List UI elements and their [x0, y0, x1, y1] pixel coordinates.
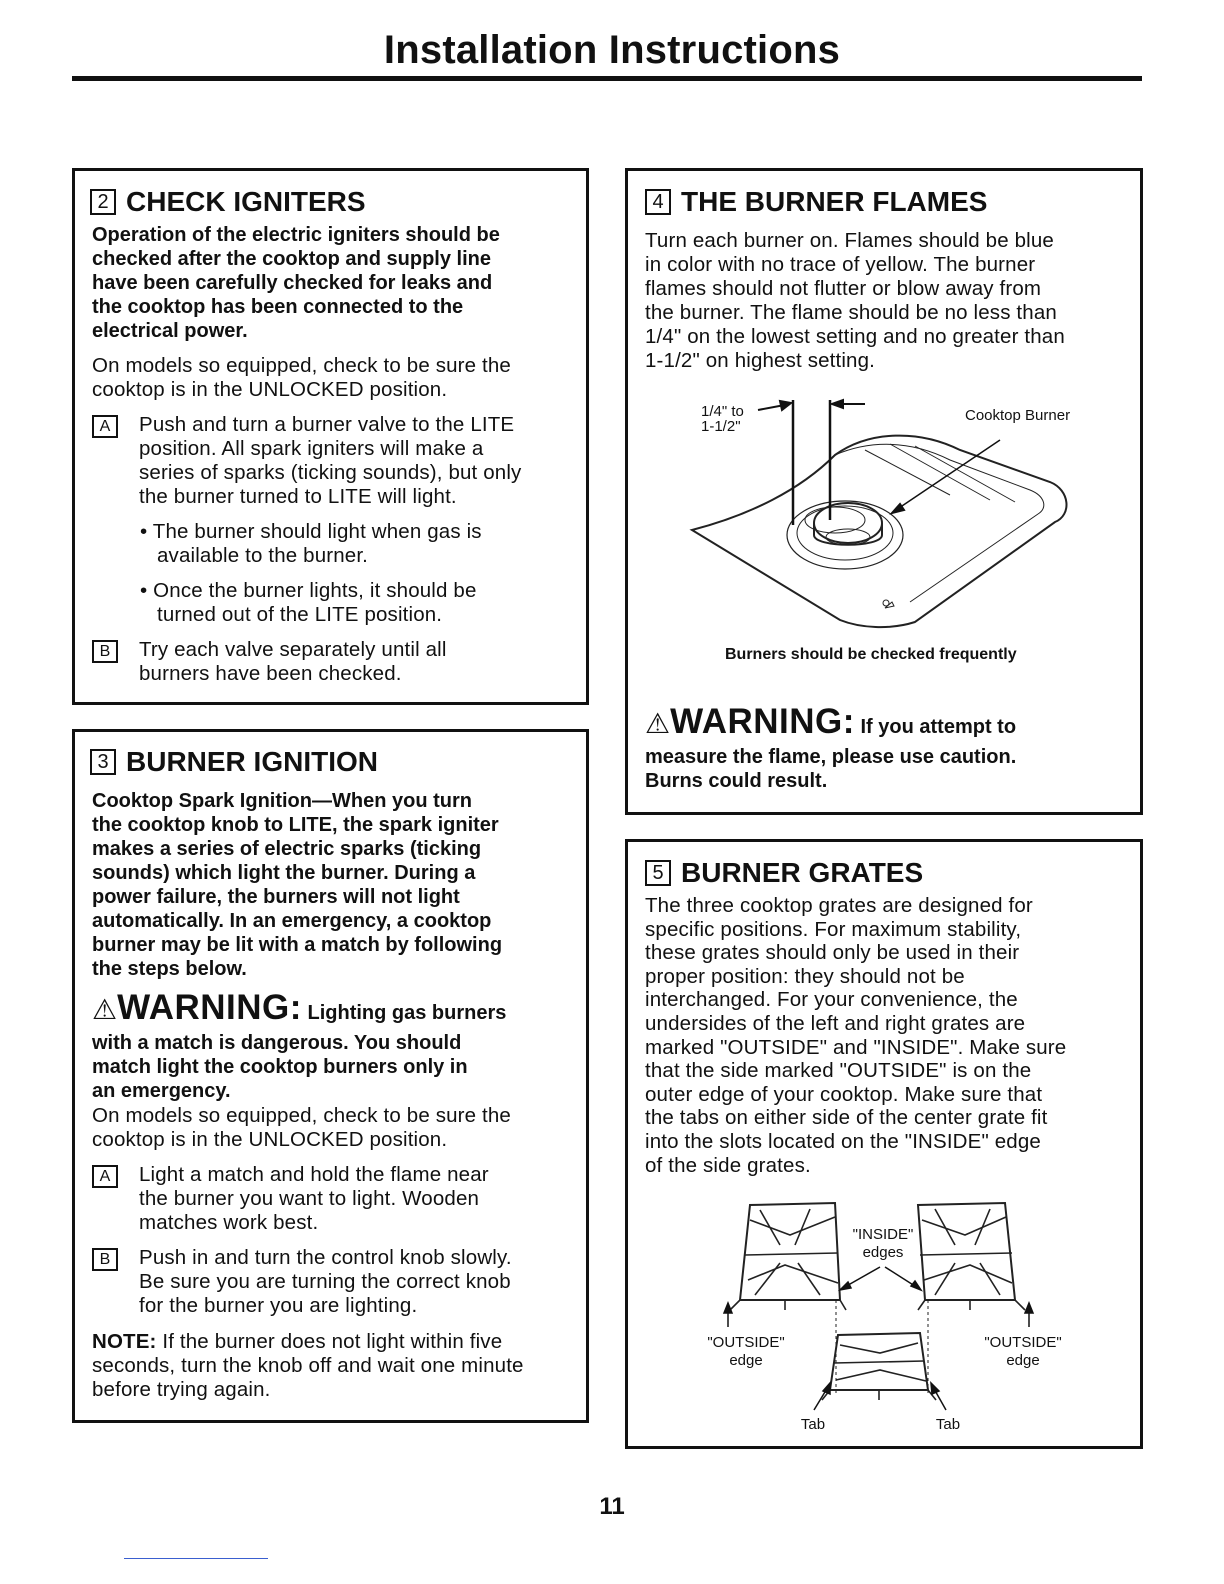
- text-line: The three cooktop grates are designed for: [645, 894, 1033, 917]
- footer-divider: [124, 1558, 268, 1559]
- text-line: 1/4" to: [701, 403, 744, 420]
- warning-icon: ⚠: [645, 708, 671, 739]
- outside-edge-left-label: [696, 1334, 796, 1370]
- text-line: "OUTSIDE": [984, 1334, 1062, 1351]
- tab-right-label: Tab: [935, 1416, 961, 1433]
- check-igniters-intro: [92, 354, 511, 402]
- text-line: Turn each burner on. Flames should be blue: [645, 229, 1054, 252]
- text-line: these grates should only be used in their: [645, 941, 1020, 965]
- text-line: position. All spark igniters will make a: [139, 437, 484, 460]
- burner-ignition-bold-text: [92, 789, 502, 981]
- text-line: the tabs on either side of the center grate fit: [645, 1106, 1048, 1130]
- text-line: burner may be lit with a match by following: [92, 934, 503, 956]
- burner-ignition-note: [92, 1330, 524, 1402]
- text-line: have been carefully checked for leaks and: [92, 272, 493, 294]
- bullet-item: [140, 579, 477, 627]
- text-line: sounds) which light the burner. During a: [92, 862, 476, 884]
- text-line: match light the cooktop burners only in: [92, 1056, 468, 1078]
- text-line: cooktop is in the UNLOCKED position.: [92, 1128, 448, 1151]
- bullet-item: [140, 520, 482, 568]
- burner-flames-caption: Burners should be checked frequently: [725, 646, 1017, 663]
- burner-grates-heading: [645, 857, 923, 889]
- burner-ignition-title: BURNER IGNITION: [126, 746, 378, 777]
- burner-ignition-heading: [90, 746, 378, 778]
- text-line: of the side grates.: [645, 1153, 811, 1177]
- text-line: outer edge of your cooktop. Make sure that: [645, 1082, 1043, 1106]
- text-line: burners have been checked.: [139, 662, 402, 685]
- tab-left-label: Tab: [800, 1416, 826, 1433]
- check-igniters-heading: [90, 186, 366, 218]
- step-b-marker: B: [92, 640, 118, 663]
- note-first-line: If the burner does not light within five: [156, 1330, 503, 1353]
- warning-first-line: If you attempt to: [860, 716, 1017, 738]
- text-line: "OUTSIDE": [707, 1334, 785, 1351]
- text-line: measure the flame, please use caution.: [645, 746, 1017, 768]
- burner-flames-text: [645, 229, 1065, 373]
- section-number-3: 3: [90, 749, 116, 775]
- step-b-marker: B: [92, 1248, 118, 1271]
- text-line: automatically. In an emergency, a cooktop: [92, 910, 492, 932]
- burner-grates-title: BURNER GRATES: [681, 857, 924, 888]
- text-line: the cooktop knob to LITE, the spark igniter: [92, 814, 499, 836]
- text-line: 1/4" on the lowest setting and no greater than: [645, 325, 1065, 348]
- text-line: cooktop is in the UNLOCKED position.: [92, 378, 448, 401]
- text-line: • Once the burner lights, it should be: [140, 579, 477, 602]
- text-line: available to the burner.: [157, 544, 369, 567]
- note-label: NOTE:: [92, 1330, 157, 1353]
- text-line: Cooktop Spark Ignition—When you turn: [92, 790, 472, 812]
- text-line: edge: [1006, 1352, 1040, 1369]
- warning-icon: ⚠: [92, 994, 118, 1025]
- check-igniters-step-a: [139, 413, 521, 509]
- text-line: Operation of the electric igniters should be: [92, 224, 500, 246]
- text-line: seconds, turn the knob off and wait one minute: [92, 1354, 524, 1377]
- text-line: matches work best.: [139, 1211, 319, 1234]
- text-line: flames should not flutter or blow away from: [645, 277, 1042, 300]
- inside-edges-label: [838, 1226, 928, 1262]
- text-line: On models so equipped, check to be sure the: [92, 354, 511, 377]
- warning-first-line: Lighting gas burners: [307, 1002, 507, 1024]
- text-line: the burner you want to light. Wooden: [139, 1187, 480, 1210]
- text-line: with a match is dangerous. You should: [92, 1032, 462, 1054]
- section-number-4: 4: [645, 189, 671, 215]
- text-line: edge: [729, 1352, 763, 1369]
- text-line: Light a match and hold the flame near: [139, 1163, 489, 1186]
- text-line: Try each valve separately until all: [139, 638, 447, 661]
- flame-size-label: [701, 404, 744, 434]
- check-igniters-bold-text: [92, 223, 500, 343]
- burner-ignition-step-b: [139, 1246, 512, 1318]
- text-line: Be sure you are turning the correct knob: [139, 1270, 511, 1293]
- text-line: the steps below.: [92, 958, 247, 980]
- burner-ignition-step-a: [139, 1163, 489, 1235]
- text-line: 1-1/2" on highest setting.: [645, 349, 875, 372]
- text-line: an emergency.: [92, 1080, 231, 1102]
- text-line: Burns could result.: [645, 770, 828, 792]
- outside-edge-right-label: [973, 1334, 1073, 1370]
- page-number: 11: [599, 1493, 625, 1520]
- text-line: 1-1/2": [701, 418, 741, 435]
- text-line: the burner. The flame should be no less than: [645, 301, 1057, 324]
- text-line: makes a series of electric sparks (ticking: [92, 838, 482, 860]
- text-line: that the side marked "OUTSIDE" is on the: [645, 1059, 1032, 1083]
- text-line: series of sparks (ticking sounds), but only: [139, 461, 522, 484]
- text-line: proper position: they should not be: [645, 964, 965, 988]
- text-line: On models so equipped, check to be sure the: [92, 1104, 511, 1127]
- check-igniters-step-b: [139, 638, 447, 686]
- text-line: the cooktop has been connected to the: [92, 296, 464, 318]
- text-line: specific positions. For maximum stability,: [645, 917, 1022, 941]
- text-line: Push and turn a burner valve to the LITE: [139, 413, 515, 436]
- text-line: marked "OUTSIDE" and "INSIDE". Make sure: [645, 1035, 1067, 1059]
- burner-ignition-intro: [92, 1104, 511, 1152]
- warning-word: WARNING:: [670, 702, 855, 741]
- step-a-marker: A: [92, 1165, 118, 1188]
- burner-grates-text: [645, 894, 1066, 1177]
- burner-ignition-warning: [92, 990, 506, 1103]
- burner-flames-heading: [645, 186, 987, 218]
- burner-flames-warning: [645, 704, 1016, 793]
- section-number-5: 5: [645, 860, 671, 886]
- text-line: the burner turned to LITE will light.: [139, 485, 457, 508]
- text-line: power failure, the burners will not light: [92, 886, 460, 908]
- text-line: turned out of the LITE position.: [157, 603, 443, 626]
- cooktop-burner-label: Cooktop Burner: [965, 407, 1071, 424]
- text-line: interchanged. For your convenience, the: [645, 988, 1018, 1012]
- text-line: "INSIDE": [852, 1226, 914, 1243]
- text-line: Push in and turn the control knob slowly.: [139, 1246, 512, 1269]
- text-line: electrical power.: [92, 320, 248, 342]
- check-igniters-title: CHECK IGNITERS: [126, 186, 366, 217]
- page-title: Installation Instructions: [383, 28, 841, 72]
- step-a-marker: A: [92, 415, 118, 438]
- text-line: edges: [862, 1244, 904, 1261]
- text-line: before trying again.: [92, 1378, 271, 1401]
- burner-flames-title: THE BURNER FLAMES: [681, 186, 988, 217]
- text-line: • The burner should light when gas is: [140, 520, 482, 543]
- text-line: undersides of the left and right grates are: [645, 1011, 1026, 1035]
- section-number-2: 2: [90, 189, 116, 215]
- text-line: into the slots located on the "INSIDE" edge: [645, 1129, 1041, 1153]
- warning-word: WARNING:: [117, 988, 302, 1027]
- title-rule: [72, 76, 1142, 81]
- text-line: checked after the cooktop and supply line: [92, 248, 491, 270]
- text-line: for the burner you are lighting.: [139, 1294, 418, 1317]
- text-line: in color with no trace of yellow. The burner: [645, 253, 1036, 276]
